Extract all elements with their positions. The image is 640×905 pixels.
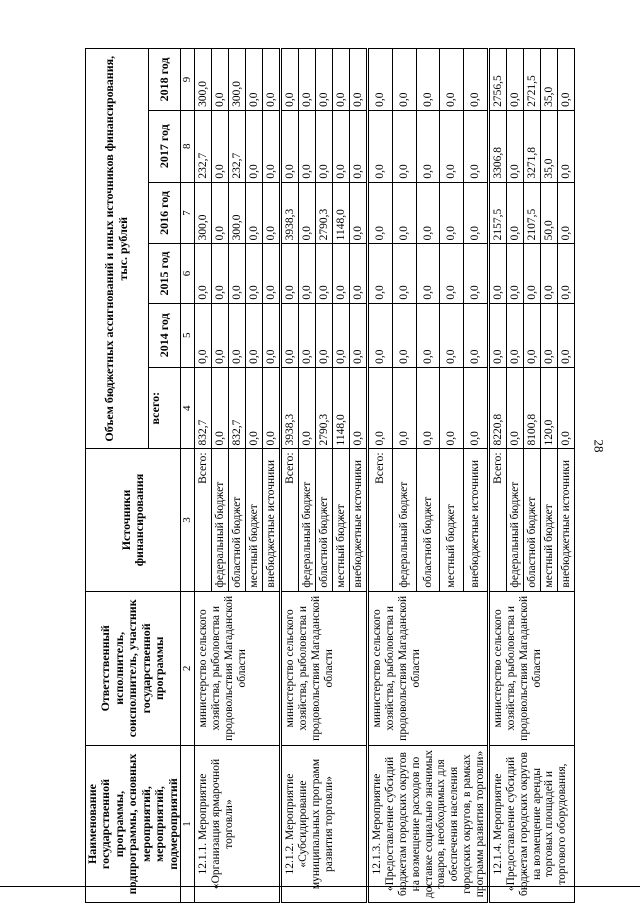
funding-value: 0,0 [440, 367, 464, 449]
funding-source: федеральный бюджет [393, 449, 417, 591]
funding-value: 0,0 [229, 244, 246, 303]
funding-value: 0,0 [393, 110, 417, 182]
funding-source: внебюджетные источники [463, 449, 488, 591]
funding-value: 0,0 [368, 303, 393, 367]
funding-source: федеральный бюджет [506, 449, 523, 591]
funding-value: 0,0 [393, 182, 417, 244]
funding-value: 1148,0 [333, 182, 350, 244]
column-number: 8 [181, 110, 195, 182]
header-responsible: Ответственный исполнитель, соисполнитель, участник государственной программы [86, 591, 181, 745]
funding-source: местный бюджет [540, 449, 557, 591]
funding-value: 0,0 [540, 244, 557, 303]
funding-value: 0,0 [212, 303, 229, 367]
funding-value: 0,0 [281, 49, 299, 111]
funding-value: 0,0 [416, 303, 440, 367]
funding-value: 2157,5 [488, 182, 506, 244]
column-number: 4 [181, 367, 195, 449]
funding-value: 0,0 [246, 182, 263, 244]
funding-value: 0,0 [212, 244, 229, 303]
funding-value: 120,0 [540, 367, 557, 449]
header-year-2014: 2014 год [148, 303, 180, 367]
funding-value: 0,0 [246, 367, 263, 449]
funding-value: 232,7 [195, 110, 212, 182]
funding-value: 0,0 [368, 49, 393, 111]
funding-value: 8220,8 [488, 367, 506, 449]
funding-value: 0,0 [263, 49, 281, 111]
funding-value: 0,0 [523, 303, 540, 367]
funding-source: областной бюджет [523, 449, 540, 591]
funding-value: 0,0 [393, 367, 417, 449]
funding-value: 0,0 [463, 110, 488, 182]
column-number: 2 [181, 591, 195, 745]
page-number: 28 [591, 439, 607, 453]
funding-value: 0,0 [416, 182, 440, 244]
header-name: Наименование государственной программы, подпрограммы, основных мероприятий, мероприятий, подмероприятий [86, 746, 181, 903]
funding-value: 2756,5 [488, 49, 506, 111]
funding-value: 3938,3 [281, 182, 299, 244]
funding-source: внебюджетные источники [263, 449, 281, 591]
funding-value: 0,0 [212, 110, 229, 182]
funding-value: 0,0 [281, 110, 299, 182]
funding-value: 0,0 [506, 49, 523, 111]
funding-source: областной бюджет [229, 449, 246, 591]
funding-source: федеральный бюджет [212, 449, 229, 591]
funding-value: 0,0 [333, 110, 350, 182]
funding-value: 0,0 [463, 49, 488, 111]
table-row [281, 49, 299, 903]
funding-value: 0,0 [246, 303, 263, 367]
funding-value: 8100,8 [523, 367, 540, 449]
funding-value: 300,0 [229, 182, 246, 244]
funding-value: 0,0 [299, 303, 316, 367]
funding-source: внебюджетные источники [350, 449, 368, 591]
funding-value: 0,0 [195, 244, 212, 303]
funding-value: 232,7 [229, 110, 246, 182]
funding-value: 0,0 [316, 110, 333, 182]
funding-value: 0,0 [440, 303, 464, 367]
funding-value: 0,0 [350, 182, 368, 244]
funding-value: 0,0 [488, 244, 506, 303]
funding-source: Всего: [281, 449, 299, 591]
funding-value: 0,0 [557, 244, 574, 303]
responsible-executor: министерство сельского хозяйства, рыболовства и продовольствия Магаданской области [488, 591, 574, 745]
funding-value: 0,0 [281, 244, 299, 303]
funding-value: 0,0 [212, 367, 229, 449]
funding-value: 0,0 [557, 182, 574, 244]
funding-value: 0,0 [506, 244, 523, 303]
header-total: всего: [148, 367, 180, 449]
funding-value: 0,0 [299, 182, 316, 244]
funding-source: местный бюджет [246, 449, 263, 591]
funding-source: местный бюджет [440, 449, 464, 591]
funding-source: внебюджетные источники [557, 449, 574, 591]
responsible-executor: министерство сельского хозяйства, рыболовства и продовольствия Магаданской области [368, 591, 489, 745]
funding-value: 300,0 [195, 49, 212, 111]
column-number: 6 [181, 244, 195, 303]
activity-name: 12.1.3. Мероприятие «Предоставление субсидий бюджетам городских округов на возмещение расходов по доставке социально значимых товаров, необходимых для обеспечения населения городских округов, в рамках программ развития торговли» [368, 746, 489, 903]
funding-value: 0,0 [463, 244, 488, 303]
funding-value: 0,0 [299, 49, 316, 111]
funding-value: 0,0 [316, 49, 333, 111]
funding-value: 3271,8 [523, 110, 540, 182]
funding-source: областной бюджет [416, 449, 440, 591]
funding-value: 0,0 [368, 182, 393, 244]
funding-value: 0,0 [368, 367, 393, 449]
funding-value: 0,0 [246, 244, 263, 303]
funding-value: 0,0 [299, 244, 316, 303]
funding-value: 0,0 [263, 367, 281, 449]
funding-value: 0,0 [350, 49, 368, 111]
funding-value: 0,0 [350, 367, 368, 449]
table-row [195, 49, 212, 903]
funding-value: 0,0 [350, 244, 368, 303]
funding-value: 0,0 [440, 110, 464, 182]
responsible-executor: министерство сельского хозяйства, рыболовства и продовольствия Магаданской области [281, 591, 368, 745]
funding-value: 0,0 [557, 49, 574, 111]
activity-name: 12.1.4. Мероприятие «Предоставление субсидий бюджетам городских округов на возмещение аренды торговых площадей и торгового оборудования, [488, 746, 574, 903]
funding-value: 35,0 [540, 110, 557, 182]
column-number: 9 [181, 49, 195, 111]
funding-value: 0,0 [506, 303, 523, 367]
funding-value: 0,0 [368, 244, 393, 303]
column-number: 7 [181, 182, 195, 244]
funding-value: 0,0 [229, 303, 246, 367]
funding-value: 2790,3 [316, 182, 333, 244]
rotated-table-wrapper [85, 48, 572, 903]
bottom-rule [0, 886, 640, 887]
funding-value: 0,0 [368, 110, 393, 182]
activity-name: 12.1.2. Мероприятие «Субсидирование муниципальных программ развития торговли» [281, 746, 368, 903]
column-number: 3 [181, 449, 195, 591]
funding-value: 3306,8 [488, 110, 506, 182]
funding-value: 2107,5 [523, 182, 540, 244]
column-number-row [181, 49, 195, 903]
funding-value: 0,0 [212, 182, 229, 244]
funding-source: областной бюджет [316, 449, 333, 591]
funding-value: 0,0 [316, 303, 333, 367]
funding-value: 832,7 [229, 367, 246, 449]
header-volume: Объем бюджетных ассигнований и иных источников финансирования, тыс. рублей [86, 49, 149, 449]
funding-value: 0,0 [350, 110, 368, 182]
table-body [195, 49, 575, 903]
table-row [368, 49, 393, 903]
header-year-2017: 2017 год [148, 110, 180, 182]
funding-value: 35,0 [540, 49, 557, 111]
funding-value: 0,0 [557, 110, 574, 182]
funding-value: 0,0 [540, 303, 557, 367]
header-row-1 [86, 49, 149, 903]
funding-value: 0,0 [463, 182, 488, 244]
funding-value: 0,0 [416, 110, 440, 182]
funding-source: Всего: [488, 449, 506, 591]
header-year-2018: 2018 год [148, 49, 180, 111]
funding-value: 0,0 [350, 303, 368, 367]
activity-name: 12.1.1. Мероприятие «Организация ярмарочной торговли» [195, 746, 281, 903]
funding-value: 2721,5 [523, 49, 540, 111]
header-year-2015: 2015 год [148, 244, 180, 303]
funding-value: 1148,0 [333, 367, 350, 449]
funding-value: 0,0 [523, 244, 540, 303]
funding-value: 300,0 [229, 49, 246, 111]
funding-value: 0,0 [393, 244, 417, 303]
funding-value: 0,0 [393, 49, 417, 111]
funding-table [85, 48, 575, 903]
funding-value: 0,0 [506, 367, 523, 449]
funding-value: 0,0 [263, 244, 281, 303]
funding-value: 0,0 [463, 303, 488, 367]
funding-value: 832,7 [195, 367, 212, 449]
funding-source: местный бюджет [333, 449, 350, 591]
funding-value: 0,0 [299, 367, 316, 449]
funding-value: 0,0 [246, 110, 263, 182]
funding-value: 0,0 [263, 110, 281, 182]
funding-value: 0,0 [299, 110, 316, 182]
funding-value: 0,0 [333, 244, 350, 303]
header-sources: Источники финансирования [86, 449, 181, 591]
funding-source: Всего: [195, 449, 212, 591]
table-row [488, 49, 506, 903]
funding-value: 0,0 [416, 367, 440, 449]
funding-value: 0,0 [506, 182, 523, 244]
funding-source: федеральный бюджет [299, 449, 316, 591]
funding-value: 0,0 [281, 303, 299, 367]
funding-value: 0,0 [488, 303, 506, 367]
column-number: 1 [181, 746, 195, 903]
funding-value: 0,0 [416, 244, 440, 303]
responsible-executor: министерство сельского хозяйства, рыболовства и продовольствия Магаданской области [195, 591, 281, 745]
funding-value: 0,0 [263, 182, 281, 244]
funding-value: 0,0 [440, 182, 464, 244]
funding-value: 2790,3 [316, 367, 333, 449]
funding-value: 0,0 [263, 303, 281, 367]
funding-value: 3938,3 [281, 367, 299, 449]
funding-value: 0,0 [557, 303, 574, 367]
funding-value: 0,0 [440, 244, 464, 303]
header-year-2016: 2016 год [148, 182, 180, 244]
funding-value: 50,0 [540, 182, 557, 244]
funding-value: 0,0 [316, 244, 333, 303]
funding-value: 0,0 [212, 49, 229, 111]
funding-value: 0,0 [416, 49, 440, 111]
column-number: 5 [181, 303, 195, 367]
funding-value: 0,0 [333, 49, 350, 111]
funding-value: 0,0 [506, 110, 523, 182]
funding-source: Всего: [368, 449, 393, 591]
funding-value: 0,0 [463, 367, 488, 449]
funding-value: 300,0 [195, 182, 212, 244]
funding-value: 0,0 [333, 303, 350, 367]
funding-value: 0,0 [557, 367, 574, 449]
funding-value: 0,0 [195, 303, 212, 367]
funding-value: 0,0 [246, 49, 263, 111]
funding-value: 0,0 [393, 303, 417, 367]
funding-value: 0,0 [440, 49, 464, 111]
